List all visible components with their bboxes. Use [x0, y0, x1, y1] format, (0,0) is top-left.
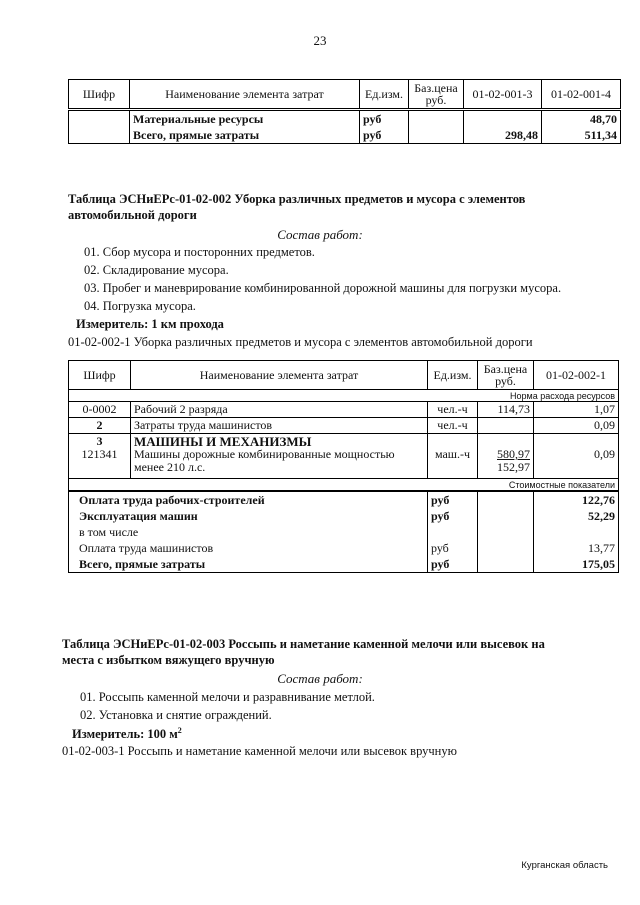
- header-base-price: [478, 361, 534, 390]
- row-price-line2: 152,97: [497, 460, 530, 474]
- row-value: 0,09: [534, 418, 619, 434]
- table-1-header: [69, 80, 621, 110]
- row-name-line1: Машины дорожные комбинированные мощностью: [134, 447, 395, 461]
- table-row: [69, 556, 619, 573]
- total-unit: руб: [428, 556, 478, 573]
- total-name: в том числе: [69, 524, 428, 540]
- section-3-step: 02. Установка и снятие ограждений.: [80, 708, 272, 722]
- cost-label-row: [69, 479, 619, 492]
- section-3-meter-text: Измеритель: 100 м: [72, 727, 178, 742]
- table-row: [69, 491, 619, 508]
- section-3-title-line2: места с избытком вяжущего вручную: [62, 653, 275, 667]
- page-number: 23: [313, 33, 327, 48]
- section-2-meter: Измеритель: 1 км прохода: [76, 317, 224, 331]
- table-row: [69, 402, 619, 418]
- header-base-price: [409, 80, 464, 110]
- total-name: Оплата труда рабочих-строителей: [69, 491, 428, 508]
- section-2-step: 02. Складирование мусора.: [84, 263, 229, 277]
- section-3-meter-sup: 2: [177, 726, 182, 735]
- row-col-a: 298,48: [464, 127, 542, 144]
- row-unit: руб: [360, 110, 409, 128]
- header-name: Наименование элемента затрат: [130, 80, 360, 110]
- header-col-a: 01-02-002-1: [534, 361, 619, 390]
- row-name: Материальные ресурсы: [130, 110, 360, 128]
- section-2-code-line: 01-02-002-1 Уборка различных предметов и мусора с элементов автомобильной дороги: [68, 335, 533, 349]
- total-value: 175,05: [534, 556, 619, 573]
- table-row: [69, 448, 619, 479]
- row-code: 3: [69, 434, 131, 449]
- header-shifr: Шифр: [69, 80, 130, 110]
- row-col-a: [464, 110, 542, 128]
- row-unit: руб: [360, 127, 409, 144]
- header-base-price-unit: руб.: [425, 93, 447, 107]
- header-base-price-label: Баз.цена: [414, 81, 458, 95]
- total-value: 13,77: [534, 540, 619, 556]
- row-price: [478, 448, 534, 479]
- header-name: Наименование элемента затрат: [131, 361, 428, 390]
- section-3-title: [62, 636, 545, 668]
- footer-region: Курганская область: [521, 860, 608, 871]
- norm-label: Норма расхода ресурсов: [69, 390, 619, 402]
- header-unit: Ед.изм.: [360, 80, 409, 110]
- row-price: [478, 418, 534, 434]
- total-name: Эксплуатация машин: [69, 508, 428, 524]
- total-unit: руб: [428, 491, 478, 508]
- row-price-line1: 580,97: [497, 447, 530, 461]
- header-base-price-label: Баз.цена: [483, 362, 528, 376]
- row-value: 0,09: [534, 448, 619, 479]
- section-3-code-line: 01-02-003-1 Россыпь и наметание каменной мелочи или высевок вручную: [62, 744, 457, 758]
- cost-label: Стоимостные показатели: [69, 479, 619, 492]
- norm-label-row: [69, 390, 619, 402]
- total-unit: руб: [428, 508, 478, 524]
- header-unit: Ед.изм.: [428, 361, 478, 390]
- row-name: Всего, прямые затраты: [130, 127, 360, 144]
- total-unit: руб: [428, 540, 478, 556]
- table-1: [68, 79, 621, 144]
- section-2-title: [68, 191, 525, 223]
- table-row: [69, 540, 619, 556]
- header-shifr: Шифр: [69, 361, 131, 390]
- table-row: [69, 524, 619, 540]
- section-2-title-line1: Таблица ЭСНиЕРс-01-02-002 Уборка различных предметов и мусора с элементов: [68, 192, 526, 206]
- section-2-step: 03. Пробег и маневрирование комбинированной дорожной машины для погрузки мусора.: [84, 281, 562, 295]
- header-base-price-unit: руб.: [495, 374, 516, 388]
- section-2-step: 01. Сбор мусора и посторонних предметов.: [84, 245, 315, 259]
- total-name: Всего, прямые затраты: [69, 556, 428, 573]
- section-3-title-line1: Таблица ЭСНиЕРс-01-02-003 Россыпь и наметание каменной мелочи или высевок на: [62, 637, 545, 651]
- row-code: 121341: [69, 448, 131, 479]
- section-3-meter: [72, 726, 182, 742]
- section-3-step: 01. Россыпь каменной мелочи и разравнивание метлой.: [80, 690, 375, 704]
- row-unit: чел.-ч: [428, 418, 478, 434]
- row-name: [131, 448, 428, 479]
- total-name: Оплата труда машинистов: [69, 540, 428, 556]
- section-2-step: 04. Погрузка мусора.: [84, 299, 196, 313]
- total-value: 52,29: [534, 508, 619, 524]
- row-name: МАШИНЫ И МЕХАНИЗМЫ: [131, 434, 428, 449]
- row-col-b: 511,34: [542, 127, 621, 144]
- table-2: [68, 360, 619, 573]
- table-row: [69, 434, 619, 449]
- table-row: [69, 127, 621, 144]
- row-unit: маш.-ч: [428, 448, 478, 479]
- header-col-a: 01-02-001-3: [464, 80, 542, 110]
- row-price: 114,73: [478, 402, 534, 418]
- row-code: 2: [69, 418, 131, 434]
- section-3-composition-title: Состав работ:: [277, 671, 363, 686]
- row-name-line2: менее 210 л.с.: [134, 460, 206, 474]
- total-value: 122,76: [534, 491, 619, 508]
- table-row: [69, 418, 619, 434]
- table-row: [69, 110, 621, 128]
- total-unit: [428, 524, 478, 540]
- row-col-b: 48,70: [542, 110, 621, 128]
- row-unit: чел.-ч: [428, 402, 478, 418]
- row-name: Затраты труда машинистов: [131, 418, 428, 434]
- table-row: [69, 508, 619, 524]
- row-code: 0-0002: [69, 402, 131, 418]
- row-value: 1,07: [534, 402, 619, 418]
- header-col-b: 01-02-001-4: [542, 80, 621, 110]
- table-2-header: [69, 361, 619, 390]
- section-2-composition-title: Состав работ:: [277, 227, 363, 242]
- section-2-title-line2: автомобильной дороги: [68, 208, 197, 222]
- total-value: [534, 524, 619, 540]
- row-name: Рабочий 2 разряда: [131, 402, 428, 418]
